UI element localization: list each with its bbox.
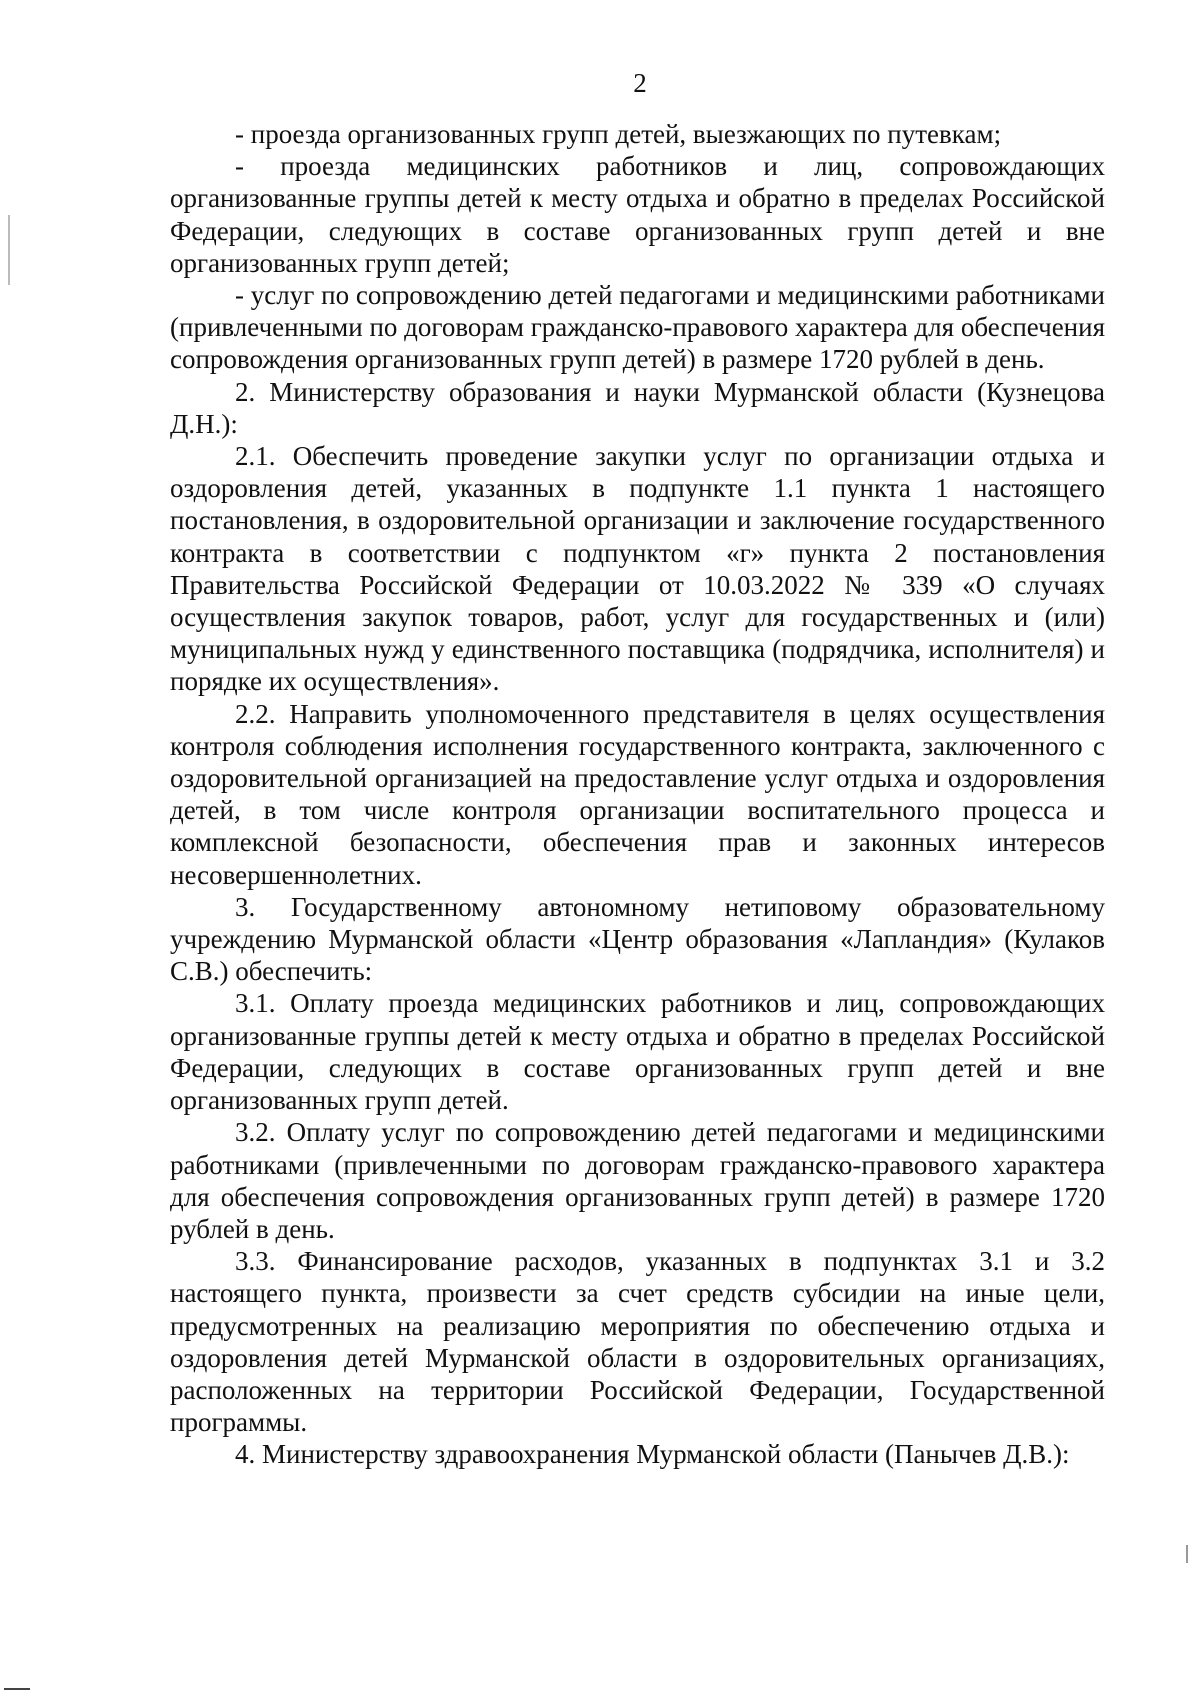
paragraph-item-2: 2. Министерству образования и науки Мурманской области (Кузнецова Д.Н.): bbox=[170, 376, 1105, 439]
paragraph-item-3: 3. Государственному автономному нетиповому образовательному учреждению Мурманской области «Центр образования «Лапландия» (Кулаков С.В.) обеспечить: bbox=[170, 891, 1105, 987]
page-number: 2 bbox=[633, 68, 647, 98]
paragraph-item-3-2: 3.2. Оплату услуг по сопровождению детей педагогами и медицинскими работниками (привлеченными по договорам гражданско-правового характера для обеспечения сопровождения организованных групп детей) в размере 1720 рублей в день. bbox=[170, 1117, 1105, 1244]
document-body bbox=[170, 118, 1105, 1471]
paragraph-item-3-3: 3.3. Финансирование расходов, указанных в подпунктах 3.1 и 3.2 настоящего пункта, произвести за счет средств субсидии на иные цели, предусмотренных на реализацию мероприятия по обеспечению отдыха и оздоровления детей Мурманской области в оздоровительных организациях, расположенных на территории Российской Федерации, Государственной программы. bbox=[170, 1246, 1105, 1438]
paragraph-travel-organized-groups: - проезда организованных групп детей, выезжающих по путевкам; bbox=[235, 119, 1002, 149]
paragraph-escort-services: - услуг по сопровождению детей педагогами и медицинскими работниками (привлеченными по договорам гражданско-правового характера для обеспечения сопровождения организованных групп детей) в размере 1720 рублей в день. bbox=[170, 280, 1105, 375]
scan-artifact-left bbox=[8, 215, 10, 285]
paragraph-item-2-2: 2.2. Направить уполномоченного представителя в целях осуществления контроля соблюдения исполнения государственного контракта, заключенного с оздоровительной организацией на предоставление услуг отдыха и оздоровления детей, в том числе контроля организации воспитательного процесса и комплексной безопасности, обеспечения прав и законных интересов несовершеннолетних. bbox=[170, 698, 1105, 890]
paragraph-item-2-1: 2.1. Обеспечить проведение закупки услуг по организации отдыха и оздоровления детей, указанных в подпункте 1.1 пункта 1 настоящего постановления, в оздоровительной организации и заключение государственного контракта в соответствии с подпунктом «г» пункта 2 постановления Правительства Российской Федерации от 10.03.2022 № 339 «О случаях осуществления закупок товаров, работ, услуг для государственных и (или) муниципальных нужд у единственного поставщика (подрядчика, исполнителя) и порядке их осуществления». bbox=[170, 441, 1105, 697]
paragraph-item-4: 4. Министерству здравоохранения Мурманской области (Панычев Д.В.): bbox=[235, 1439, 1070, 1470]
paragraph-travel-medical-staff: - проезда медицинских работников и лиц, сопровождающих организованные группы детей к месту отдыха и обратно в пределах Российской Федерации, следующих в составе организованных групп детей и вне организованных групп детей; bbox=[170, 151, 1105, 278]
scan-artifact-bottom-left bbox=[4, 1688, 30, 1690]
paragraph-item-3-1: 3.1. Оплату проезда медицинских работников и лиц, сопровождающих организованные группы детей к месту отдыха и обратно в пределах Российской Федерации, следующих в составе организованных групп детей и вне организованных групп детей. bbox=[170, 988, 1105, 1116]
scan-artifact-right bbox=[1186, 1545, 1188, 1563]
